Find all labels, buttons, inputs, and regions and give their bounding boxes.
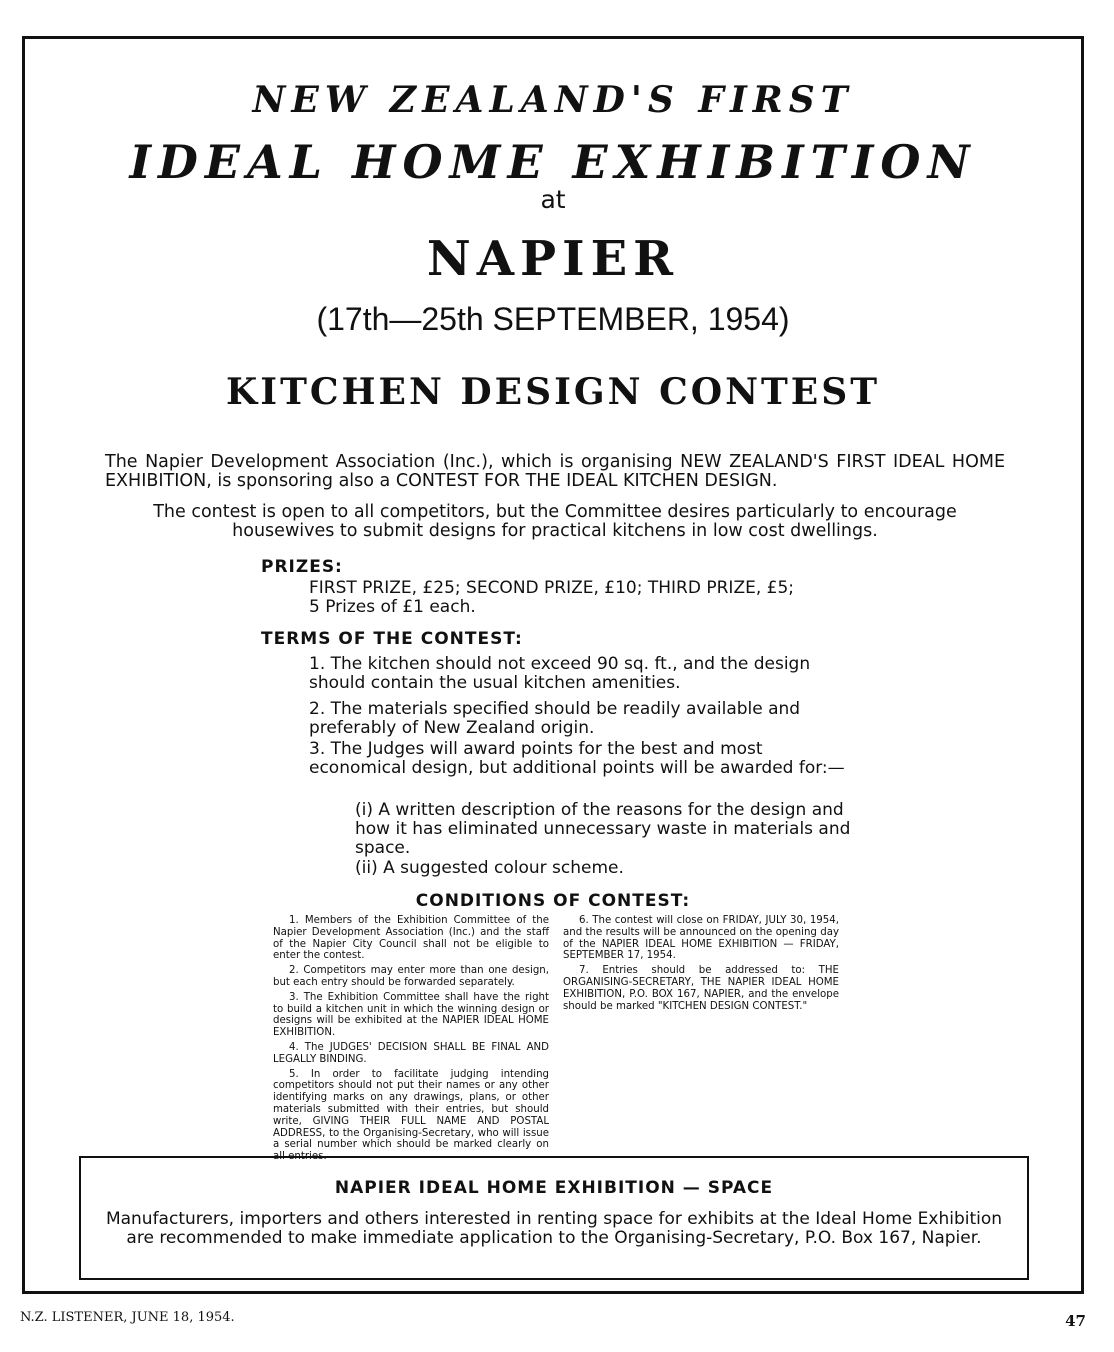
- headline-at: at: [540, 185, 566, 214]
- contest-title: KITCHEN DESIGN CONTEST: [225, 371, 881, 413]
- headline-city: NAPIER: [426, 231, 680, 287]
- intro-paragraph-2: The contest is open to all competitors, but the Committee desires particularly to encourage housewives to submit designs for practical kitchens in low cost dwellings.: [153, 502, 957, 541]
- condition-3: 3. The Exhibition Committee shall have the right to build a kitchen unit in which the winning design or designs will be exhibited at the NAPIER IDEAL HOME EXHIBITION.: [273, 991, 549, 1039]
- intro-paragraph-1: The Napier Development Association (Inc.), which is organising NEW ZEALAND'S FIRST IDEAL HOME EXHIBITION, is sponsoring also a CONTEST FOR THE IDEAL KITCHEN DESIGN.: [105, 452, 1005, 491]
- conditions-column-right: [563, 915, 839, 1015]
- terms-heading: TERMS OF THE CONTEST:: [261, 629, 523, 649]
- prizes-line-1: FIRST PRIZE, £25; SECOND PRIZE, £10; THIRD PRIZE, £5;: [309, 578, 794, 598]
- space-notice-body: Manufacturers, importers and others interested in renting space for exhibits at the Ideal Home Exhibition are recommended to make immediate application to the Organising-Secretary, P.O. Box 167, Napier.: [105, 1209, 1003, 1248]
- prizes-line-2: 5 Prizes of £1 each.: [309, 597, 476, 617]
- condition-4: 4. The JUDGES' DECISION SHALL BE FINAL AND LEGALLY BINDING.: [273, 1041, 549, 1065]
- condition-6: 6. The contest will close on FRIDAY, JULY 30, 1954, and the results will be announced on the opening day of the NAPIER IDEAL HOME EXHIBITION — FRIDAY, SEPTEMBER 17, 1954.: [563, 915, 839, 962]
- condition-1: 1. Members of the Exhibition Committee of the Napier Development Association (Inc.) and the staff of the Napier City Council shall not be eligible to enter the contest.: [273, 915, 549, 962]
- condition-2: 2. Competitors may enter more than one design, but each entry should be forwarded separately.: [273, 965, 549, 988]
- space-notice-heading: NAPIER IDEAL HOME EXHIBITION — SPACE: [334, 1178, 774, 1198]
- page-number: 47: [1065, 1312, 1086, 1330]
- conditions-heading: CONDITIONS OF CONTEST:: [415, 891, 691, 911]
- term-3: 3. The Judges will award points for the best and most economical design, but additional points will be awarded for:—: [309, 739, 845, 778]
- publication-footer: N.Z. LISTENER, JUNE 18, 1954.: [20, 1310, 235, 1325]
- condition-5: 5. In order to facilitate judging intending competitors should not put their names or any other identifying marks on any drawings, plans, or other materials submitted with their entries, but should write, GIVING THEIR FULL NAME AND POSTAL ADDRESS, to the Organising-Secretary, who will issue a serial number which should be marked clearly on all entries.: [273, 1068, 549, 1163]
- advertisement-frame: [22, 36, 1084, 1294]
- term-3-sub-2: (ii) A suggested colour scheme.: [355, 858, 624, 878]
- term-1: 1. The kitchen should not exceed 90 sq. ft., and the design should contain the usual kitchen amenities.: [309, 654, 811, 693]
- space-notice-box: [79, 1156, 1029, 1280]
- headline-line-2: IDEAL HOME EXHIBITION: [129, 135, 977, 189]
- headline-line-1: NEW ZEALAND'S FIRST: [252, 79, 854, 121]
- condition-7: 7. Entries should be addressed to: THE ORGANISING-SECRETARY, THE NAPIER IDEAL HOME EXHIBITION, P.O. BOX 167, NAPIER, and the envelope should be marked "KITCHEN DESIGN CONTEST.": [563, 965, 839, 1012]
- prizes-heading: PRIZES:: [261, 557, 343, 577]
- term-2: 2. The materials specified should be readily available and preferably of New Zealand origin.: [309, 699, 801, 738]
- exhibition-dates: (17th—25th SEPTEMBER, 1954): [316, 301, 790, 337]
- term-3-sub-1: (i) A written description of the reasons for the design and how it has eliminated unnecessary waste in materials and space.: [355, 800, 851, 858]
- conditions-column-left: [273, 915, 549, 1163]
